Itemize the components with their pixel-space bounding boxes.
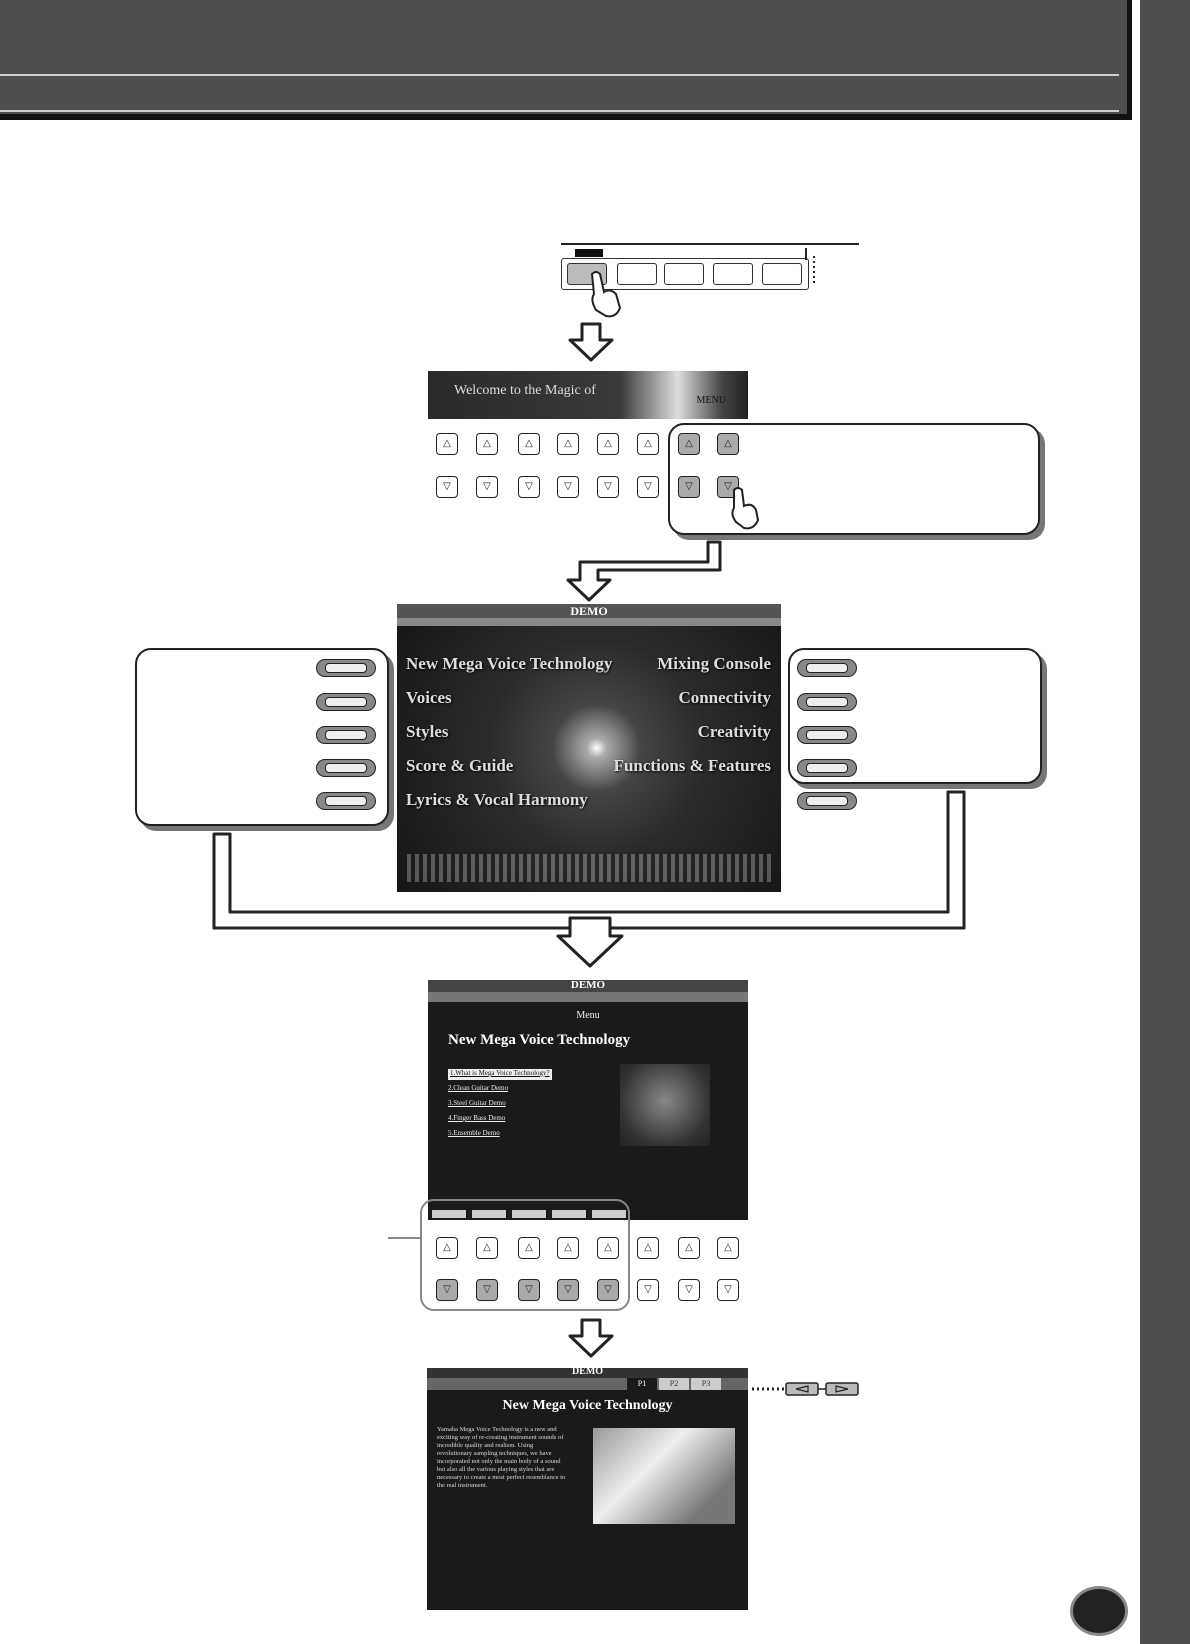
hand-pointer-icon: [586, 270, 626, 320]
tab-p3[interactable]: P3: [691, 1378, 721, 1390]
demo-item-lyrics-vocal[interactable]: Lyrics & Vocal Harmony: [406, 790, 588, 809]
submenu-tab-up-2[interactable]: △: [476, 1237, 498, 1259]
welcome-text: Welcome to the Magic of: [454, 383, 596, 398]
submenu-screen: [428, 980, 748, 1220]
welcome-tab-up-7[interactable]: △: [678, 433, 700, 455]
submenu-item[interactable]: 2.Clean Guitar Demo: [448, 1084, 509, 1092]
submenu-nav-bar: [428, 992, 748, 1002]
screen-button-g[interactable]: [797, 693, 857, 711]
demo-title: DEMO: [570, 604, 608, 618]
arrow-down-icon: [568, 322, 614, 362]
panel-line: [561, 243, 859, 245]
submenu-tab-down-4[interactable]: ▽: [557, 1279, 579, 1301]
demo-item-connectivity[interactable]: Connectivity: [678, 688, 771, 707]
submenu-heading: New Mega Voice Technology: [448, 1032, 631, 1048]
menu-label: MENU: [696, 395, 726, 406]
demo-item-functions-features[interactable]: Functions & Features: [613, 756, 771, 775]
welcome-tab-down-6[interactable]: ▽: [637, 476, 659, 498]
detail-screen: [427, 1368, 748, 1610]
tab-switch-buttons: [752, 1381, 862, 1397]
panel-button-4[interactable]: [713, 263, 753, 285]
demo-label-bar: [575, 249, 603, 257]
screen-button-a[interactable]: [316, 659, 376, 677]
welcome-tab-up-3[interactable]: △: [518, 433, 540, 455]
welcome-tab-up-6[interactable]: △: [637, 433, 659, 455]
welcome-tab-down-1[interactable]: ▽: [436, 476, 458, 498]
submenu-tab-down-5[interactable]: ▽: [597, 1279, 619, 1301]
guitar-photo: [593, 1428, 735, 1524]
pointer-line: [388, 1237, 420, 1239]
panel-button-5[interactable]: [762, 263, 802, 285]
screen-button-h[interactable]: [797, 726, 857, 744]
submenu-list: [448, 1062, 608, 1144]
demo-item-creativity[interactable]: Creativity: [697, 722, 771, 741]
page-number-badge: [1070, 1586, 1128, 1636]
arrow-down-icon: [568, 1318, 614, 1358]
tab-p2[interactable]: P2: [659, 1378, 689, 1390]
welcome-tab-up-8[interactable]: △: [717, 433, 739, 455]
screen-button-d[interactable]: [316, 759, 376, 777]
demo-subbar: [397, 618, 781, 626]
hand-pointer-icon: [726, 486, 766, 532]
submenu-item[interactable]: 5.Ensemble Demo: [448, 1129, 500, 1137]
submenu-menu-label: Menu: [576, 1010, 600, 1021]
demo-item-voices[interactable]: Voices: [406, 688, 452, 707]
submenu-item[interactable]: 1.What is Mega Voice Technology?: [448, 1069, 552, 1080]
submenu-tab-down-8[interactable]: ▽: [717, 1279, 739, 1301]
demo-item-mega-voice[interactable]: New Mega Voice Technology: [406, 654, 613, 673]
detail-heading: New Mega Voice Technology: [502, 1398, 673, 1413]
bass-photo: [620, 1064, 710, 1146]
tab-p1[interactable]: P1: [627, 1378, 657, 1390]
detail-body: Yamaha Mega Voice Technology is a new and exciting way of re-creating instrument sounds of incredible quality and realism. Using revolutionary sampling techniques, we have incorporated not only the main body of a sound but also all the various playing styles that are necessary to create a most perfect resemblance to the real instrument.: [437, 1426, 566, 1489]
demo-title-bar: [397, 604, 781, 618]
welcome-tab-down-7[interactable]: ▽: [678, 476, 700, 498]
panel-bracket-icon: [800, 246, 820, 286]
submenu-tab-up-5[interactable]: △: [597, 1237, 619, 1259]
welcome-tab-up-4[interactable]: △: [557, 433, 579, 455]
screen-button-b[interactable]: [316, 693, 376, 711]
submenu-tab-up-3[interactable]: △: [518, 1237, 540, 1259]
welcome-screen: [428, 371, 748, 419]
submenu-tab-down-7[interactable]: ▽: [678, 1279, 700, 1301]
submenu-tab-down-3[interactable]: ▽: [518, 1279, 540, 1301]
arrow-down-icon: [208, 790, 978, 970]
submenu-tab-up-7[interactable]: △: [678, 1237, 700, 1259]
welcome-tab-down-3[interactable]: ▽: [518, 476, 540, 498]
submenu-item[interactable]: 4.Finger Bass Demo: [448, 1114, 506, 1122]
screen-button-c[interactable]: [316, 726, 376, 744]
chapter-header-bar: [0, 0, 1132, 120]
demo-item-score-guide[interactable]: Score & Guide: [406, 756, 514, 775]
submenu-title-bar: [428, 980, 748, 992]
welcome-tab-down-2[interactable]: ▽: [476, 476, 498, 498]
submenu-tab-up-4[interactable]: △: [557, 1237, 579, 1259]
welcome-tab-down-4[interactable]: ▽: [557, 476, 579, 498]
welcome-tab-up-5[interactable]: △: [597, 433, 619, 455]
arrow-down-icon: [560, 540, 740, 604]
screen-button-i[interactable]: [797, 759, 857, 777]
side-tab-bar: [1140, 0, 1190, 1644]
submenu-tab-down-2[interactable]: ▽: [476, 1279, 498, 1301]
submenu-tab-up-6[interactable]: △: [637, 1237, 659, 1259]
submenu-tab-down-6[interactable]: ▽: [637, 1279, 659, 1301]
detail-title-bar: [427, 1368, 748, 1378]
submenu-tab-up-1[interactable]: △: [436, 1237, 458, 1259]
submenu-item[interactable]: 3.Steel Guitar Demo: [448, 1099, 506, 1107]
welcome-tab-up-1[interactable]: △: [436, 433, 458, 455]
submenu-title: DEMO: [570, 980, 606, 991]
welcome-tab-down-5[interactable]: ▽: [597, 476, 619, 498]
demo-item-mixing-console[interactable]: Mixing Console: [657, 654, 771, 673]
detail-title: DEMO: [571, 1368, 604, 1377]
submenu-tab-down-1[interactable]: ▽: [436, 1279, 458, 1301]
welcome-tab-down-8[interactable]: ▽: [717, 476, 739, 498]
demo-item-styles[interactable]: Styles: [406, 722, 449, 741]
panel-button-3[interactable]: [664, 263, 704, 285]
submenu-tab-up-8[interactable]: △: [717, 1237, 739, 1259]
welcome-tab-up-2[interactable]: △: [476, 433, 498, 455]
screen-button-f[interactable]: [797, 659, 857, 677]
